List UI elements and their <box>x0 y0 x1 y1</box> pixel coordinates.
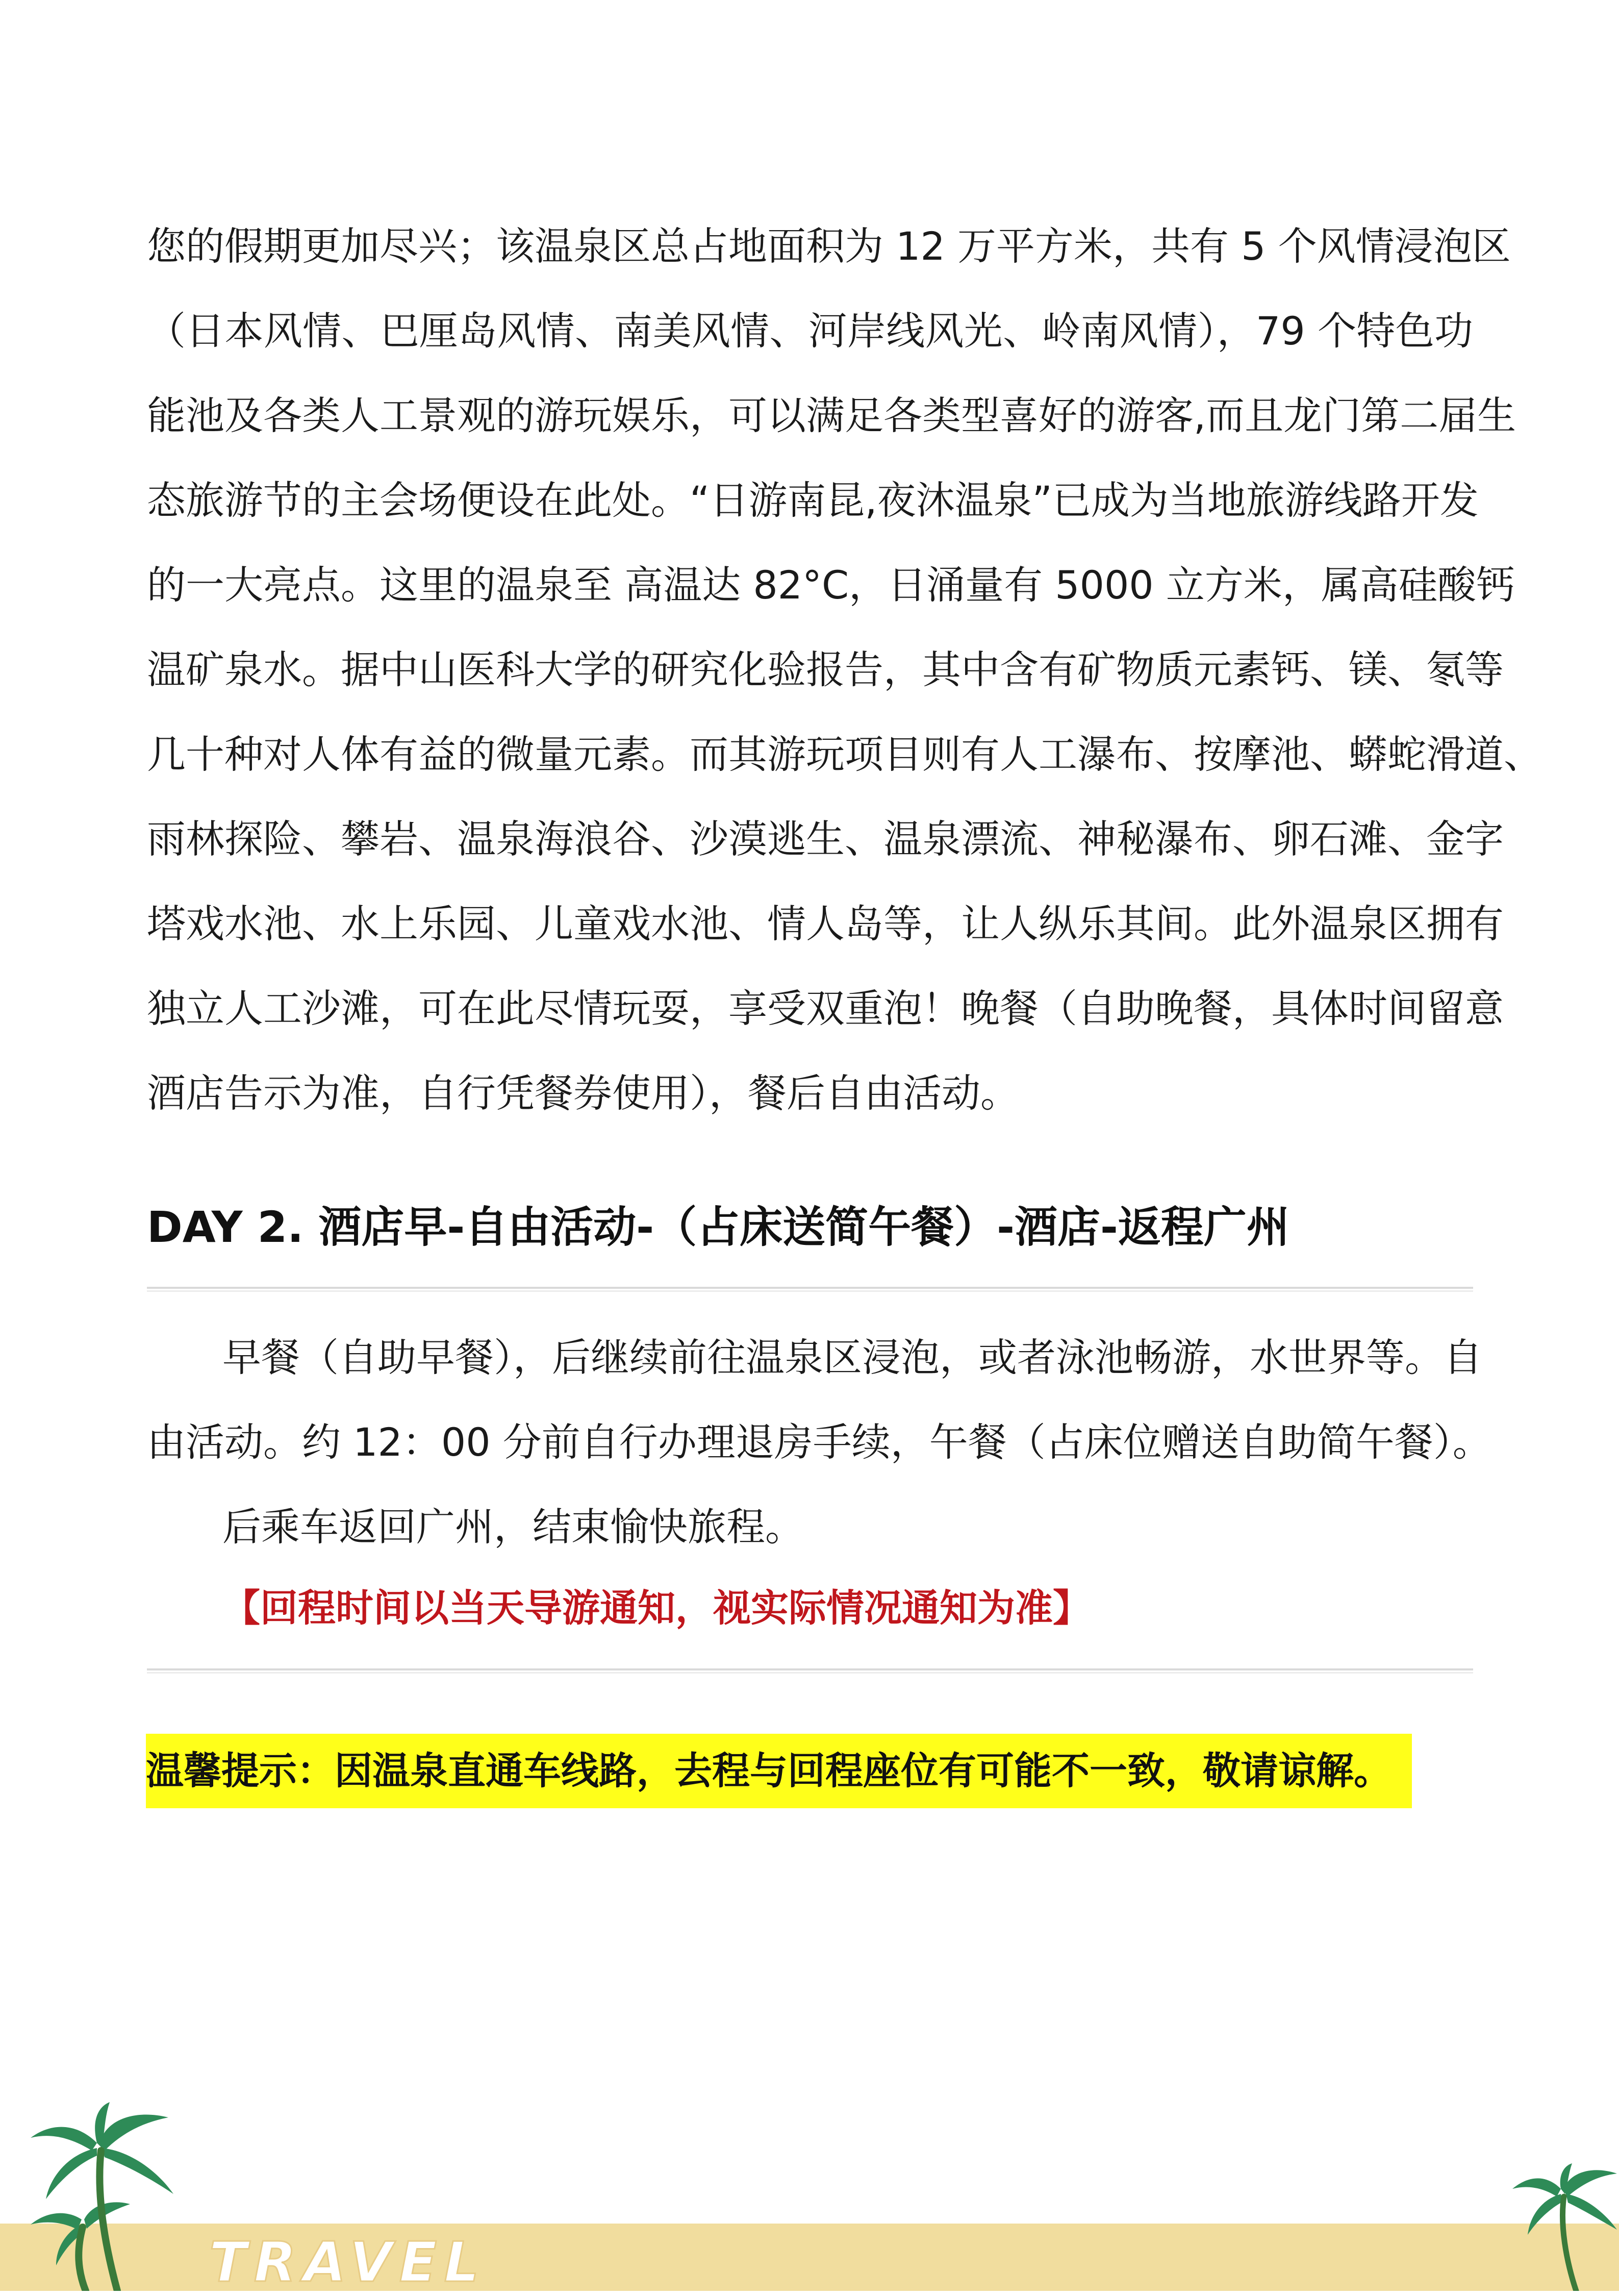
intro-line: 雨林探险、攀岩、温泉海浪谷、沙漠逃生、温泉漂流、神秘瀑布、卵石滩、金字 <box>147 816 1504 862</box>
divider <box>147 1287 1473 1292</box>
day2-paragraph-line: 早餐（自助早餐），后继续前往温泉区浸泡，或者泳池畅游，水世界等。自 <box>222 1335 1482 1380</box>
palm-tree-icon <box>20 2102 189 2291</box>
day2-body <box>147 1315 1491 1569</box>
divider <box>147 1668 1473 1674</box>
intro-line: 您的假期更加尽兴；该温泉区总占地面积为 12 万平方米，共有 5 个风情浸泡区 <box>147 223 1511 269</box>
palm-tree-icon <box>1510 2163 1619 2291</box>
warm-tip-highlight: 温馨提示：因温泉直通车线路，去程与回程座位有可能不一致，敬请谅解。 <box>146 1734 1412 1808</box>
day2-paragraph-line: 后乘车返回广州，结束愉快旅程。 <box>222 1504 804 1550</box>
intro-line: 几十种对人体有益的微量元素。而其游玩项目则有人工瀑布、按摩池、蟒蛇滑道、 <box>147 732 1542 777</box>
footer-travel-wordmark: TRAVEL <box>209 2231 487 2294</box>
intro-line: 独立人工沙滩，可在此尽情玩耍，享受双重泡！晚餐（自助晚餐，具体时间留意 <box>147 986 1504 1031</box>
return-time-notice: 【回程时间以当天导游通知，视实际情况通知为准】 <box>222 1586 1091 1630</box>
intro-line: 塔戏水池、水上乐园、儿童戏水池、情人岛等，让人纵乐其间。此外温泉区拥有 <box>147 901 1504 946</box>
intro-line: 态旅游节的主会场便设在此处。“日游南昆,夜沐温泉”已成为当地旅游线路开发 <box>147 478 1479 523</box>
intro-line: 酒店告示为准，自行凭餐券使用），餐后自由活动。 <box>147 1070 1019 1116</box>
intro-line: 温矿泉水。据中山医科大学的研究化验报告，其中含有矿物质元素钙、镁、氡等 <box>147 647 1504 692</box>
intro-line: （日本风情、巴厘岛风情、南美风情、河岸线风光、岭南风情），79 个特色功 <box>147 308 1473 354</box>
intro-paragraph <box>147 204 1542 1136</box>
day2-heading: DAY 2. 酒店早-自由活动-（占床送简午餐）-酒店-返程广州 <box>147 1202 1289 1252</box>
day2-paragraph-line: 由活动。约 12：00 分前自行办理退房手续，午餐（占床位赠送自助简午餐）。 <box>147 1419 1491 1465</box>
intro-line: 的一大亮点。这里的温泉至 高温达 82°C，日涌量有 5000 立方米，属高硅酸钙 <box>147 562 1515 608</box>
intro-line: 能池及各类人工景观的游玩娱乐，可以满足各类型喜好的游客,而且龙门第二届生 <box>147 393 1516 438</box>
